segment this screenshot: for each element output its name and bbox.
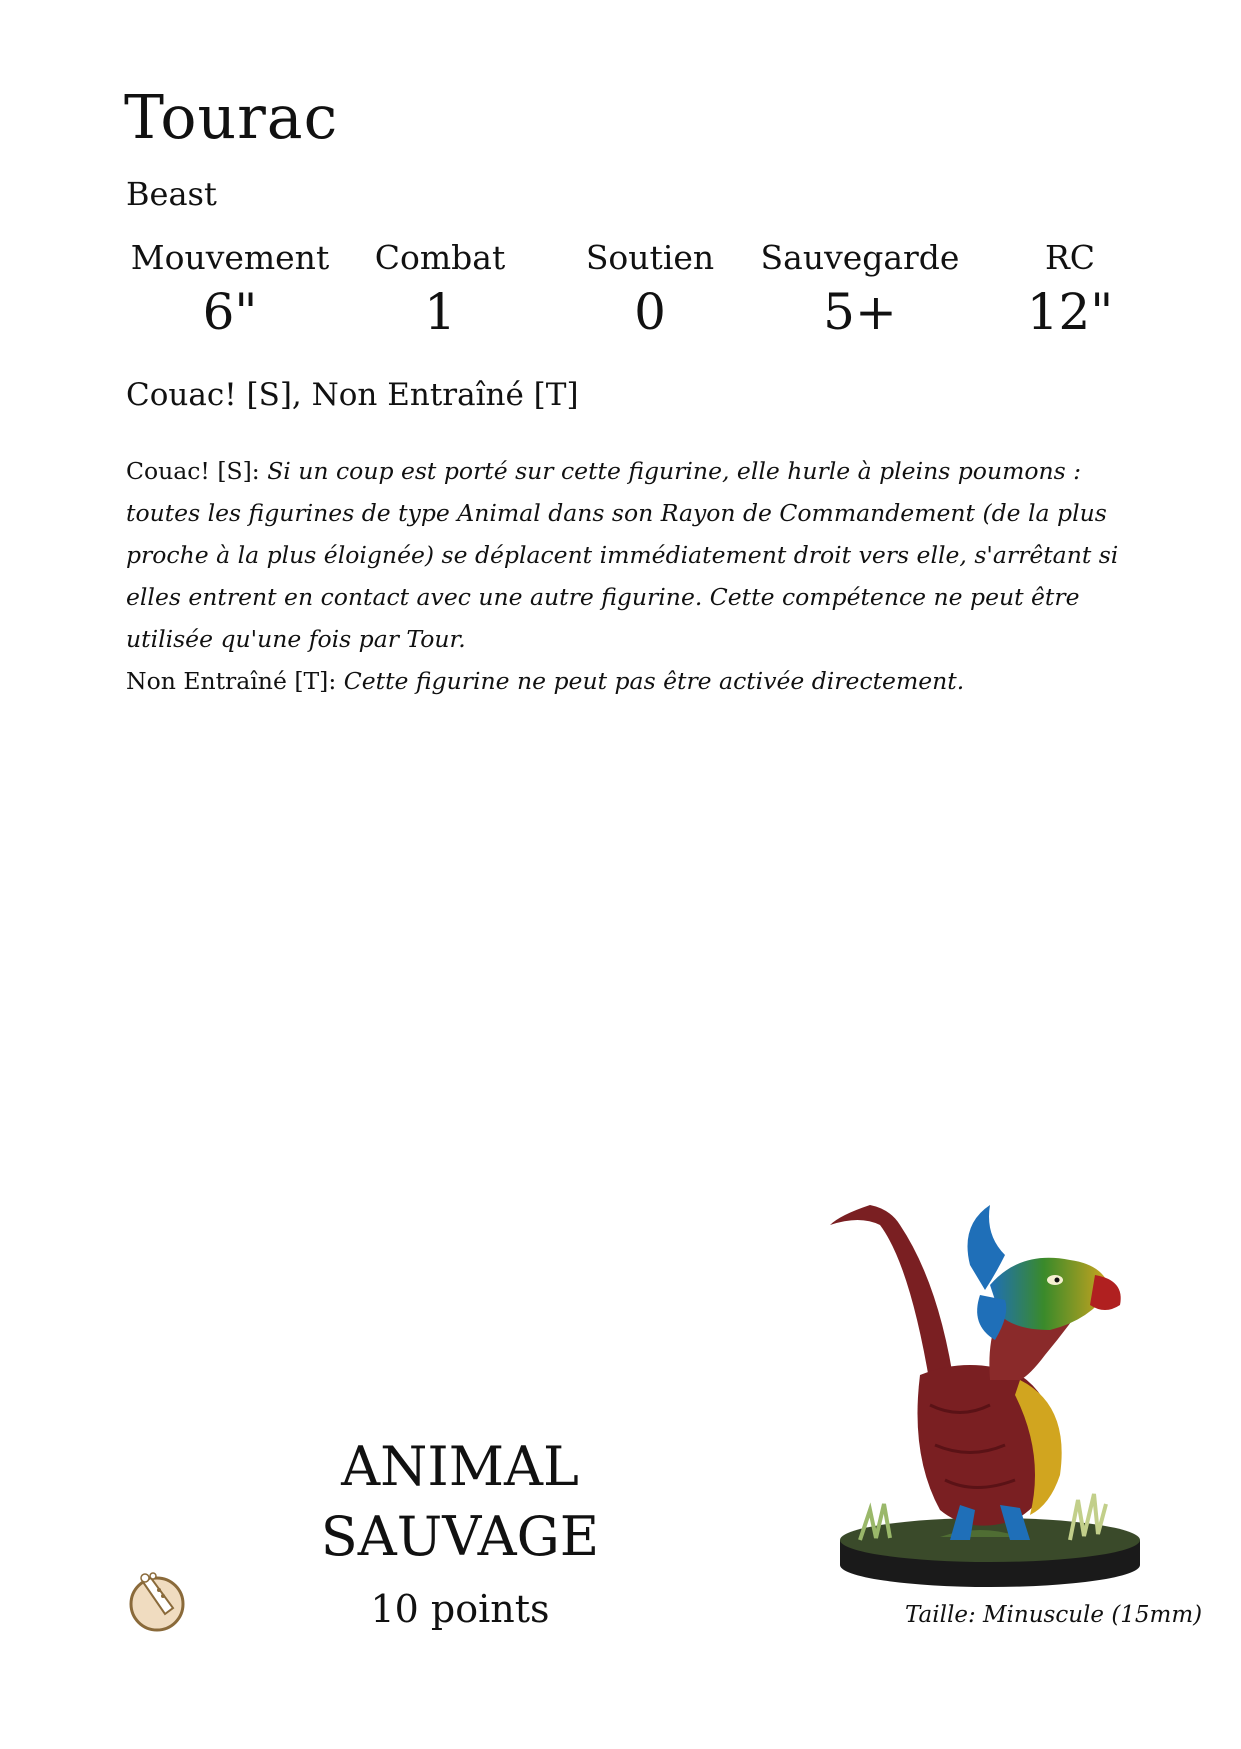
rule-line <box>126 660 1086 702</box>
miniature-size-caption: Taille: Minuscule (15mm) <box>905 1602 1203 1628</box>
rule-couac-key: Couac! [S]: <box>126 457 260 485</box>
stat-value: 12" <box>1026 283 1114 341</box>
miniature-image <box>820 1205 1160 1600</box>
faction-logo-icon <box>125 1568 191 1634</box>
rule-line: proche à la plus éloignée) se déplacent immédiatement droit vers elle, s'arrêtant si <box>126 541 1119 569</box>
stat-label: RC <box>1044 238 1096 277</box>
abilities-summary: Couac! [S], Non Entraîné [T] <box>126 377 579 413</box>
stat-mouvement <box>125 238 335 342</box>
stat-label: Mouvement <box>130 238 330 277</box>
stat-block <box>130 238 1130 348</box>
category-line: ANIMAL <box>341 1435 579 1498</box>
rule-couac-text: Si un coup est porté sur cette figurine, elle hurle à pleins poumons : <box>267 457 1082 485</box>
rule-line: utilisée qu'une fois par Tour. <box>126 625 466 653</box>
category-line: SAUVAGE <box>320 1505 600 1568</box>
stat-value: 1 <box>424 283 456 341</box>
stat-soutien <box>545 238 755 342</box>
category-label <box>260 1432 660 1572</box>
stat-label: Combat <box>374 238 506 277</box>
rule-non-entraine-text: Cette figurine ne peut pas être activée directement. <box>343 667 965 695</box>
stat-value: 0 <box>634 283 666 341</box>
unit-name: Tourac <box>124 83 339 153</box>
stat-label: Sauvegarde <box>760 238 960 277</box>
rule-line <box>126 450 1086 492</box>
unit-type: Beast <box>126 175 217 213</box>
stat-value: 6" <box>202 283 258 341</box>
rules-text <box>126 450 1119 702</box>
stat-label: Soutien <box>585 238 715 277</box>
stat-value: 5+ <box>823 283 897 341</box>
points-cost: 10 points <box>370 1587 550 1631</box>
stat-combat <box>335 238 545 342</box>
stat-rc <box>965 238 1175 342</box>
rule-line: elles entrent en contact avec une autre figurine. Cette compétence ne peut être <box>126 583 1080 611</box>
rule-line: toutes les figurines de type Animal dans son Rayon de Commandement (de la plus <box>126 499 1107 527</box>
stat-sauvegarde <box>755 238 965 342</box>
rule-non-entraine-key: Non Entraîné [T]: <box>126 667 337 695</box>
